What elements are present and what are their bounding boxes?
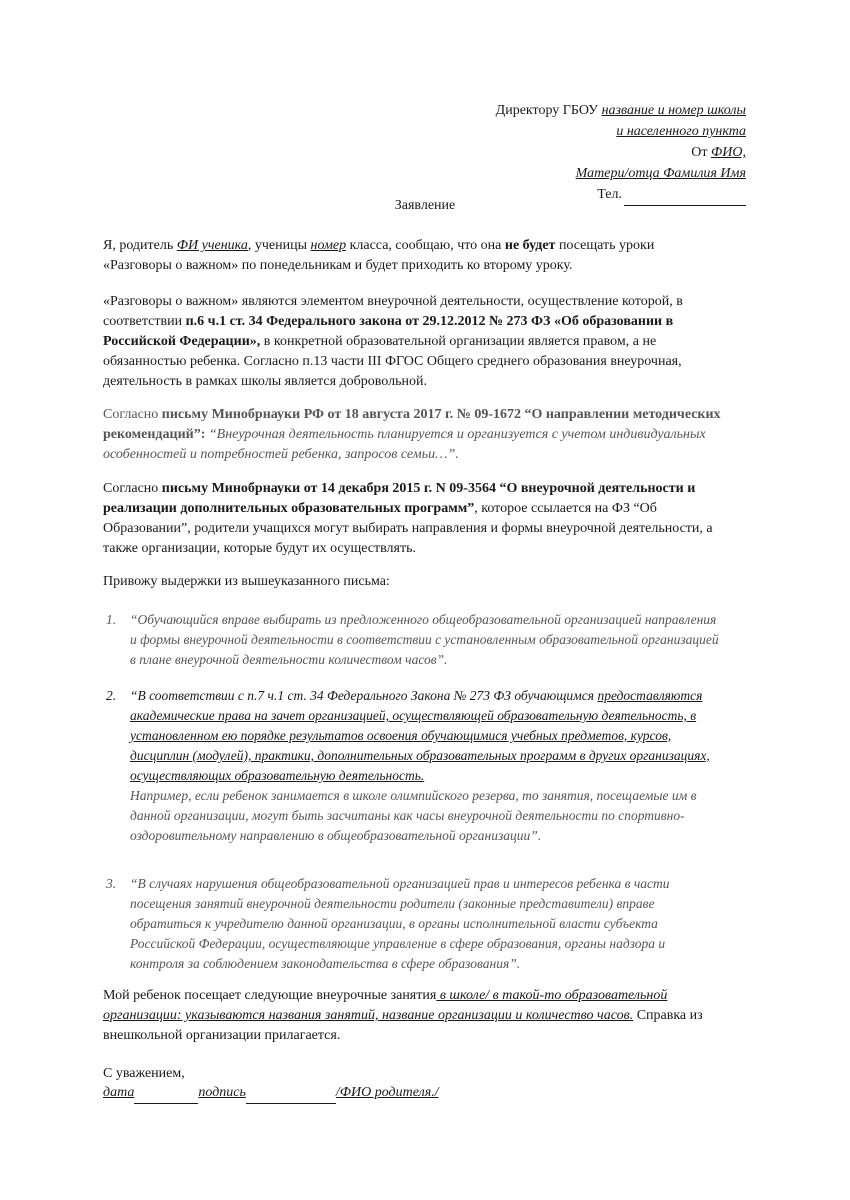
law-reference: п.6 ч.1 ст. 34 Федерального закона от 29.12.2012 № 273 ФЗ «Об образовании в Российской Федерации», [103, 314, 674, 349]
list-item [106, 686, 720, 846]
student-name-field: ФИ ученика [176, 238, 248, 253]
activities-details-field: в школе/ в такой-то образовательной организации: указываются названия занятий, название организации и количество часов. [103, 988, 668, 1023]
list-number: 2. [106, 688, 117, 703]
addressee-prefix: Директору ГБОУ [495, 103, 602, 118]
paragraph-text: в конкретной образовательной организации является правом, а не обязанностью ребенка. Согласно п.13 части III ФГОС Общего среднего образования внеурочная, деятельность в рамках школы является добровольной. [103, 334, 682, 389]
parent-field: Матери/отца Фамилия Имя [575, 166, 746, 181]
list-text: “Обучающийся вправе выбирать из предложенного общеобразовательной организацией направления и формы внеурочной деятельности в соответствии с установленным образовательной организацией в плане внеурочной деятельности количеством часов”. [130, 612, 719, 667]
paragraph-text: Справка из внешкольной организации прилагается. [103, 1008, 703, 1043]
activities-paragraph [103, 986, 723, 1046]
paragraph-text: Согласно [103, 407, 162, 422]
list-text: “В соответствии с п.7 ч.1 ст. 34 Федерального Закона № 273 ФЗ обучающимся [130, 688, 598, 703]
date-field: дата [103, 1085, 135, 1100]
intro-paragraph [103, 236, 723, 276]
addressee-line [496, 100, 746, 121]
paragraph-text: , которое ссылается на ФЗ “Об Образовании”, родители учащихся могут выбирать направления и формы внеурочной деятельности, а также организации, которые будут их осуществлять. [103, 501, 713, 556]
not-attend-text: не будет [504, 238, 556, 253]
intro-text: посещать уроки «Разговоры о важном» по понедельникам и будет приходить ко второму уроку. [103, 238, 655, 273]
intro-text: Я, родитель [103, 238, 177, 253]
addressee-block [496, 100, 746, 206]
parents-rights-paragraph [103, 479, 723, 559]
signature-blank [246, 1083, 336, 1104]
list-number: 1. [106, 612, 117, 627]
intro-text: класса, сообщаю, что она [346, 238, 505, 253]
signature-line [103, 1083, 723, 1104]
list-item [106, 874, 720, 974]
intro-text: , ученицы [247, 238, 311, 253]
sender-name-field: ФИО, [711, 145, 746, 160]
grade-field: номер [310, 238, 347, 253]
legal-basis-paragraph [103, 292, 723, 392]
list-note: Например, если ребенок занимается в школе олимпийского резерва, то занятия, посещаемые им в данной организации, могут быть засчитаны как часы внеурочной деятельности по спортивно-оздоровительному направлению в общеобразовательной организации”. [130, 788, 697, 843]
closing-text: С уважением, [103, 1066, 185, 1081]
list-text-underlined: предоставляются академические права на зачет организацией, осуществляющей образовательную деятельность, в установленном ею порядке результатов освоения обучающимися учебных предметов, курсов, дисциплин (модулей), практики, дополнительных образовательных программ в других организациях, осуществляющих образовательную деятельность. [130, 688, 710, 783]
document-title: Заявление [394, 198, 456, 213]
date-blank [134, 1083, 198, 1104]
parent-name-field: /ФИО родителя./ [335, 1085, 439, 1100]
school-name-field: название и номер школы [601, 103, 746, 118]
ministry-letter-paragraph [103, 405, 723, 465]
letter-reference: письму Минобрнауки РФ от 18 августа 2017 г. № 09-1672 “О направлении методических рекомендаций”: [103, 407, 721, 442]
paragraph-text: Мой ребенок посещает следующие внеурочные занятия [103, 988, 437, 1003]
signature-field: подпись [198, 1085, 246, 1100]
sender-prefix: От [691, 145, 712, 160]
phone-prefix: Тел. [597, 187, 622, 202]
sender-line [496, 142, 746, 163]
letter-reference: письму Минобрнауки от 14 декабря 2015 г. N 09-3564 “О внеурочной деятельности и реализации дополнительных образовательных программ” [103, 481, 696, 516]
locality-field: и населенного пункта [616, 124, 746, 139]
extracts-intro: Привожу выдержки из вышеуказанного письма: [103, 574, 390, 589]
paragraph-text: Согласно [103, 481, 162, 496]
paragraph-text: «Разговоры о важном» являются элементом внеурочной деятельности, осуществление которой, в соответствии [103, 294, 683, 329]
locality-line [496, 121, 746, 142]
list-number: 3. [106, 876, 117, 891]
parent-line [496, 163, 746, 184]
list-item [106, 610, 720, 670]
letter-quote: “Внеурочная деятельность планируется и организуется с учетом индивидуальных особенностей и потребностей ребенка, запросов семьи…”. [103, 427, 706, 462]
list-text: “В случаях нарушения общеобразовательной организацией прав и интересов ребенка в части посещения занятий внеурочной деятельности родители (законные представители) вправе обратиться к учредителю данной организации, в органы исполнительной власти субъекта Российской Федерации, осуществляющие управление в сфере образования, органы надзора и контроля за соблюдением законодательства в сфере образования”. [130, 876, 670, 971]
